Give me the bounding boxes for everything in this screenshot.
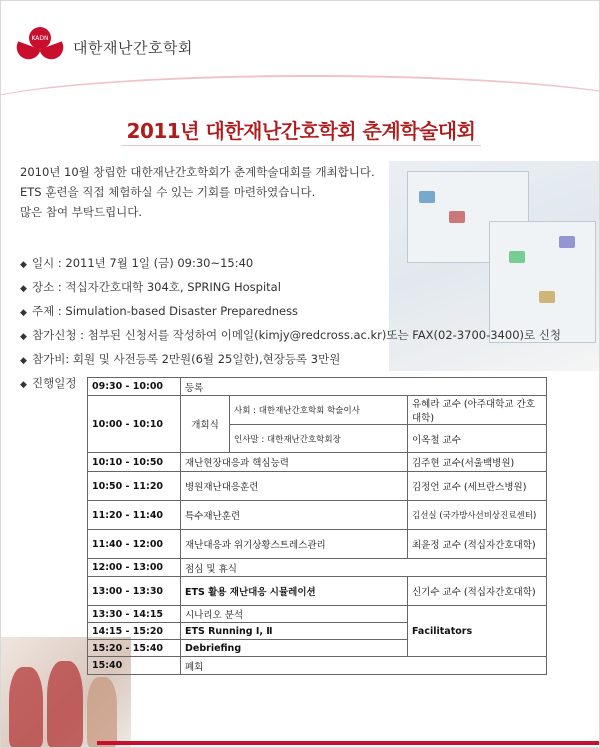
topic-cell: ETS Running Ⅰ, Ⅱ xyxy=(181,623,408,640)
table-row xyxy=(88,453,547,472)
logo-mark xyxy=(15,27,67,67)
time-cell: 10:00 - 10:10 xyxy=(88,396,181,453)
detail-registration: ◆ 참가신청 : 첨부된 신청서를 작성하여 이메일(kimjy@redcross.ac.kr)또는 FAX(02-3700-3400)로 신청 xyxy=(20,323,561,347)
detail-fee: ◆ 참가비: 회원 및 사전등록 2만원(6월 25일한),현장등록 3만원 xyxy=(20,347,561,371)
role-cell: 인사말 : 대한재난간호학회장 xyxy=(230,425,408,453)
topic-cell: 특수재난훈련 xyxy=(181,501,408,530)
photo-figure xyxy=(9,667,43,747)
time-cell: 15:40 xyxy=(88,657,181,675)
time-cell: 10:50 - 11:20 xyxy=(88,472,181,501)
schedule-table xyxy=(87,377,547,675)
time-cell: 15:20 - 15:40 xyxy=(88,640,181,657)
speaker-cell: 최윤정 교수 (적십자간호대학) xyxy=(408,530,547,559)
diamond-bullet-icon: ◆ xyxy=(20,380,27,390)
time-cell: 09:30 - 10:00 xyxy=(88,378,181,396)
detail-venue: ◆ 장소 : 적십자간호대학 304호, SPRING Hospital xyxy=(20,275,561,299)
topic-cell: 개회식 xyxy=(181,396,230,453)
topic-cell: 점심 및 휴식 xyxy=(181,559,547,577)
time-cell: 11:20 - 11:40 xyxy=(88,501,181,530)
speaker-cell: 신기수 교수 (적십자간호대학) xyxy=(408,577,547,606)
topic-cell: Debriefing xyxy=(181,640,408,657)
title-divider xyxy=(121,145,481,146)
topic-cell: 시나리오 분석 xyxy=(181,606,408,623)
detail-theme: ◆ 주제 : Simulation-based Disaster Preparedness xyxy=(20,299,561,323)
screen-node xyxy=(559,236,575,248)
detail-date: ◆ 일시 : 2011년 7월 1일 (금) 09:30~15:40 xyxy=(20,251,561,275)
diamond-bullet-icon: ◆ xyxy=(20,356,27,366)
time-cell: 14:15 - 15:20 xyxy=(88,623,181,640)
topic-cell: 재난대응과 위기상황스트레스관리 xyxy=(181,530,408,559)
photo-figure xyxy=(87,677,117,747)
topic-cell: 재난현장대응과 핵심능력 xyxy=(181,453,408,472)
logo-badge: KADN xyxy=(29,27,51,49)
diamond-bullet-icon: ◆ xyxy=(20,284,27,294)
time-cell: 11:40 - 12:00 xyxy=(88,530,181,559)
table-row xyxy=(88,501,547,530)
intro-text xyxy=(20,162,375,222)
photo-figure xyxy=(47,661,83,747)
speaker-cell: 이옥철 교수 xyxy=(408,425,547,453)
time-cell: 10:10 - 10:50 xyxy=(88,453,181,472)
page-title: 2011년 대한재난간호학회 춘계학술대회 xyxy=(126,119,476,143)
table-row xyxy=(88,530,547,559)
table-row xyxy=(88,657,547,675)
topic-cell: 폐회 xyxy=(181,657,547,675)
diamond-bullet-icon: ◆ xyxy=(20,260,27,270)
table-row xyxy=(88,472,547,501)
table-row xyxy=(88,396,547,425)
intro-line: 2010년 10월 창립한 대한재난간호학회가 춘계학술대회를 개최합니다. xyxy=(20,165,375,179)
speaker-cell: 김선실 (국가방사선비상진료센터) xyxy=(408,501,547,530)
footer-bar xyxy=(97,741,599,745)
topic-cell: ETS 활용 재난대응 시뮬레이션 xyxy=(181,577,408,606)
role-cell: 사회 : 대한재난간호학회 학술이사 xyxy=(230,396,408,425)
society-logo xyxy=(15,27,193,67)
table-row xyxy=(88,559,547,577)
diamond-bullet-icon: ◆ xyxy=(20,332,27,342)
diamond-bullet-icon: ◆ xyxy=(20,308,27,318)
screen-node xyxy=(449,211,465,223)
intro-line: ETS 훈련을 직접 체험하실 수 있는 기회를 마련하였습니다. xyxy=(20,185,316,199)
speaker-cell: Facilitators xyxy=(408,606,547,657)
intro-line: 많은 참여 부탁드립니다. xyxy=(20,205,143,219)
speaker-cell: 김정언 교수 (세브란스병원) xyxy=(408,472,547,501)
table-row xyxy=(88,606,547,623)
speaker-cell: 유혜라 교수 (아주대학교 간호대학) xyxy=(408,396,547,425)
time-cell: 13:30 - 14:15 xyxy=(88,606,181,623)
event-details xyxy=(20,251,561,395)
speaker-cell: 김주현 교수(서울백병원) xyxy=(408,453,547,472)
topic-cell: 등록 xyxy=(181,378,547,396)
logo-name: 대한재난간호학회 xyxy=(73,38,193,57)
time-cell: 13:00 - 13:30 xyxy=(88,577,181,606)
time-cell: 12:00 - 13:00 xyxy=(88,559,181,577)
table-row xyxy=(88,378,547,396)
screen-node xyxy=(419,191,435,203)
table-row xyxy=(88,577,547,606)
topic-cell: 병원재난대응훈련 xyxy=(181,472,408,501)
detail-schedule-heading: ◆ 진행일정 xyxy=(20,371,561,395)
